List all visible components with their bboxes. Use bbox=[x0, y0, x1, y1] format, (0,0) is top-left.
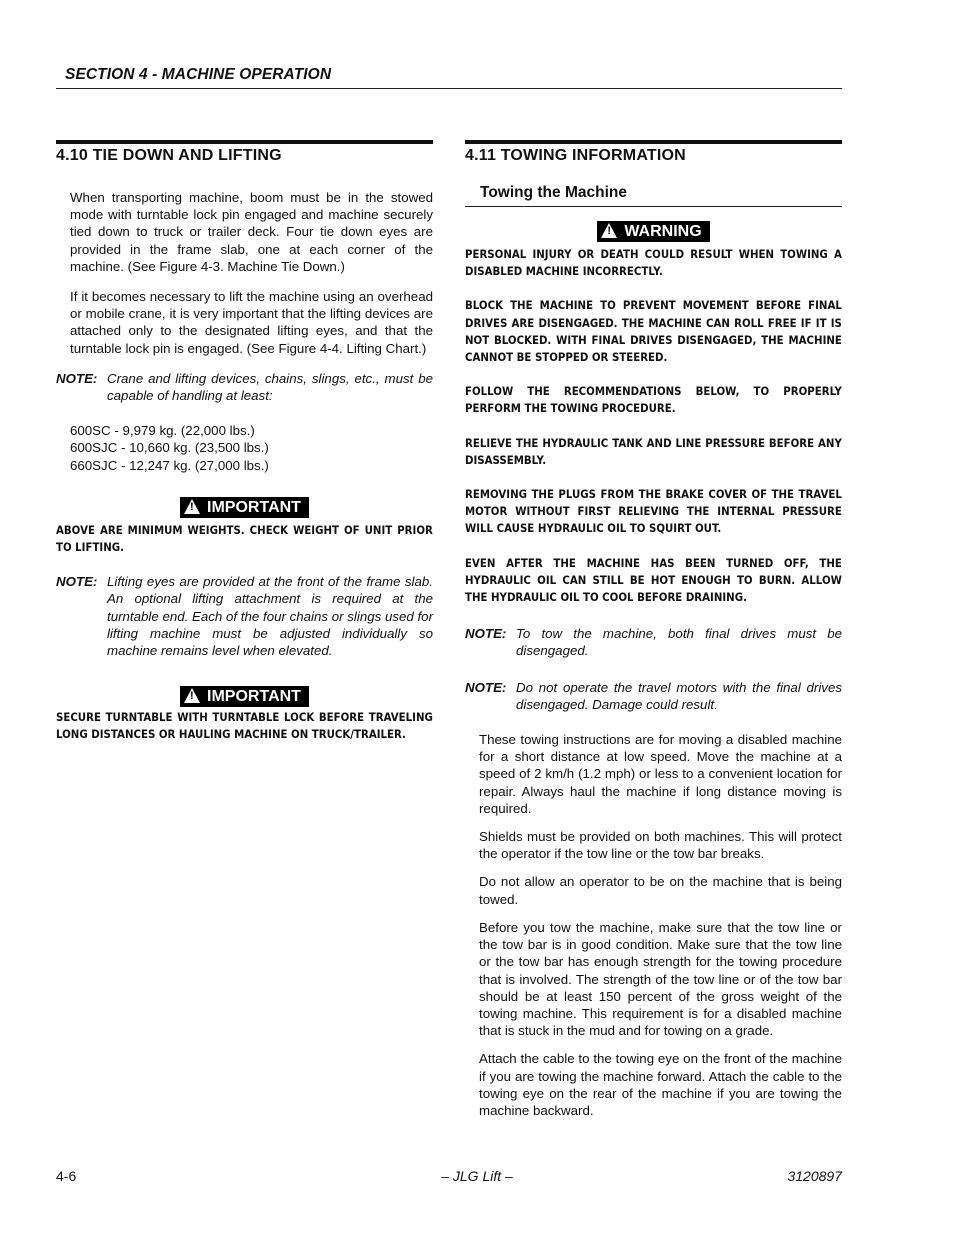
warning-list bbox=[465, 246, 842, 606]
weight-item: 600SC - 9,979 kg. (22,000 lbs.) bbox=[70, 423, 255, 439]
paragraph: Do not allow an operator to be on the machine that is being towed. bbox=[479, 874, 842, 907]
important-text: SECURE TURNTABLE WITH TURNTABLE LOCK BEFORE TRAVELING LONG DISTANCES OR HAULING MACHINE ON TRUCK/TRAILER. bbox=[56, 710, 433, 742]
important-badge bbox=[180, 497, 309, 518]
important-badge bbox=[180, 686, 309, 707]
warning-triangle-icon: ! bbox=[601, 223, 617, 238]
note-travel-motors bbox=[465, 679, 842, 713]
paragraph: If it becomes necessary to lift the machine using an overhead or mobile crane, it is very important that the lifting devices are attached only to the designated lifting eyes, and that the turntable lock pin is engaged. (See Figure 4-4. Lifting Chart.) bbox=[70, 289, 433, 356]
warning-badge bbox=[597, 221, 709, 242]
section-heading-towing: 4.11 TOWING INFORMATION bbox=[465, 140, 842, 171]
paragraph: These towing instructions are for moving a disabled machine for a short distance at low speed. Move the machine at a speed of 2 km/h (1.2 mph) or less to a convenient location for repair. Always haul the machine if long distance moving is required. bbox=[479, 732, 842, 816]
warning-text: BLOCK THE MACHINE TO PREVENT MOVEMENT BEFORE FINAL DRIVES ARE DISENGAGED. THE MACHINE CAN ROLL FREE IF IT IS NOT BLOCKED. WITH FINAL DRIVES DISENGAGED, THE MACHINE CANNOT BE STOPPED OR STEERED. bbox=[465, 298, 842, 365]
warning-badge-wrap bbox=[465, 221, 842, 242]
warning-text: RELIEVE THE HYDRAULIC TANK AND LINE PRESSURE BEFORE ANY DISASSEMBLY. bbox=[465, 435, 842, 467]
section-heading-tie-down: 4.10 TIE DOWN AND LIFTING bbox=[56, 140, 433, 171]
warning-triangle-icon: ! bbox=[184, 499, 200, 514]
paragraph: Shields must be provided on both machines. This will protect the operator if the tow line or the tow bar breaks. bbox=[479, 829, 842, 862]
right-column bbox=[465, 140, 842, 1119]
important-text: ABOVE ARE MINIMUM WEIGHTS. CHECK WEIGHT OF UNIT PRIOR TO LIFTING. bbox=[56, 522, 433, 555]
note-label: NOTE: bbox=[56, 370, 98, 386]
important-badge-wrap bbox=[56, 686, 433, 707]
left-column bbox=[56, 140, 433, 744]
warning-text: PERSONAL INJURY OR DEATH COULD RESULT WHEN TOWING A DISABLED MACHINE INCORRECTLY. bbox=[465, 247, 842, 279]
page-header bbox=[56, 64, 842, 89]
important-badge-wrap bbox=[56, 497, 433, 518]
warning-triangle-icon: ! bbox=[184, 688, 200, 703]
note-label: NOTE: bbox=[465, 626, 507, 642]
important-label: IMPORTANT bbox=[207, 688, 301, 706]
towing-body bbox=[465, 731, 842, 1119]
note-lifting-eyes bbox=[56, 573, 433, 659]
note-label: NOTE: bbox=[56, 574, 98, 590]
weight-item: 660SJC - 12,247 kg. (27,000 lbs.) bbox=[70, 457, 269, 473]
footer-doc-number: 3120897 bbox=[787, 1168, 842, 1184]
paragraph: Attach the cable to the towing eye on the front of the machine if you are towing the machine forward. Attach the cable to the towing eye on the rear of the machine if you are towing the machine backward. bbox=[479, 1051, 842, 1118]
warning-text: REMOVING THE PLUGS FROM THE BRAKE COVER OF THE TRAVEL MOTOR WITHOUT FIRST RELIEVING THE INTERNAL PRESSURE WILL CAUSE HYDRAULIC OIL TO SQUIRT OUT. bbox=[465, 487, 842, 536]
warning-text: EVEN AFTER THE MACHINE HAS BEEN TURNED OFF, THE HYDRAULIC OIL CAN STILL BE HOT ENOUGH TO BURN. ALLOW THE HYDRAULIC OIL TO COOL BEFORE DRAINING. bbox=[465, 555, 842, 605]
note-label: NOTE: bbox=[465, 679, 507, 695]
warning-text: FOLLOW THE RECOMMENDATIONS BELOW, TO PROPERLY PERFORM THE TOWING PROCEDURE. bbox=[465, 384, 842, 416]
note-text: Do not operate the travel motors with the final drives disengaged. Damage could result. bbox=[516, 679, 842, 712]
note-text: To tow the machine, both final drives must be disengaged. bbox=[516, 626, 842, 659]
tie-down-body bbox=[56, 189, 433, 357]
weight-item: 600SJC - 10,660 kg. (23,500 lbs.) bbox=[70, 440, 269, 456]
weight-list bbox=[56, 422, 433, 474]
paragraph: When transporting machine, boom must be in the stowed mode with turntable lock pin engaged and machine securely tied down to truck or trailer deck. Four tie down eyes are provided in the frame slab, one at each corner of the machine. (See Figure 4-3. Machine Tie Down.) bbox=[70, 190, 433, 274]
subheading-towing-machine: Towing the Machine bbox=[465, 184, 842, 207]
section-title: SECTION 4 - MACHINE OPERATION bbox=[65, 66, 332, 83]
footer-page-number: 4-6 bbox=[56, 1168, 77, 1184]
warning-label: WARNING bbox=[624, 223, 702, 240]
paragraph: Before you tow the machine, make sure that the tow line or the tow bar is in good condition. Make sure that the tow line or the tow bar has enough strength for the towing procedure that is involved. The strength of the tow line or of the tow bar should be at least 150 percent of the gross weight of the towing machine. This requirement is for a disabled machine that is stuck in the mud and for towing on a grade. bbox=[479, 919, 842, 1039]
important-label: IMPORTANT bbox=[207, 498, 301, 516]
note-crane bbox=[56, 370, 433, 404]
note-final-drives bbox=[465, 625, 842, 659]
note-text: Crane and lifting devices, chains, slings, etc., must be capable of handling at least: bbox=[107, 370, 433, 404]
footer-brand: – JLG Lift – bbox=[441, 1168, 513, 1184]
note-text: Lifting eyes are provided at the front of the frame slab. An optional lifting attachment is required at the turntable end. Each of the four chains or slings used for lifting machine must be adjusted individually so machine remains level when elevated. bbox=[107, 574, 433, 659]
